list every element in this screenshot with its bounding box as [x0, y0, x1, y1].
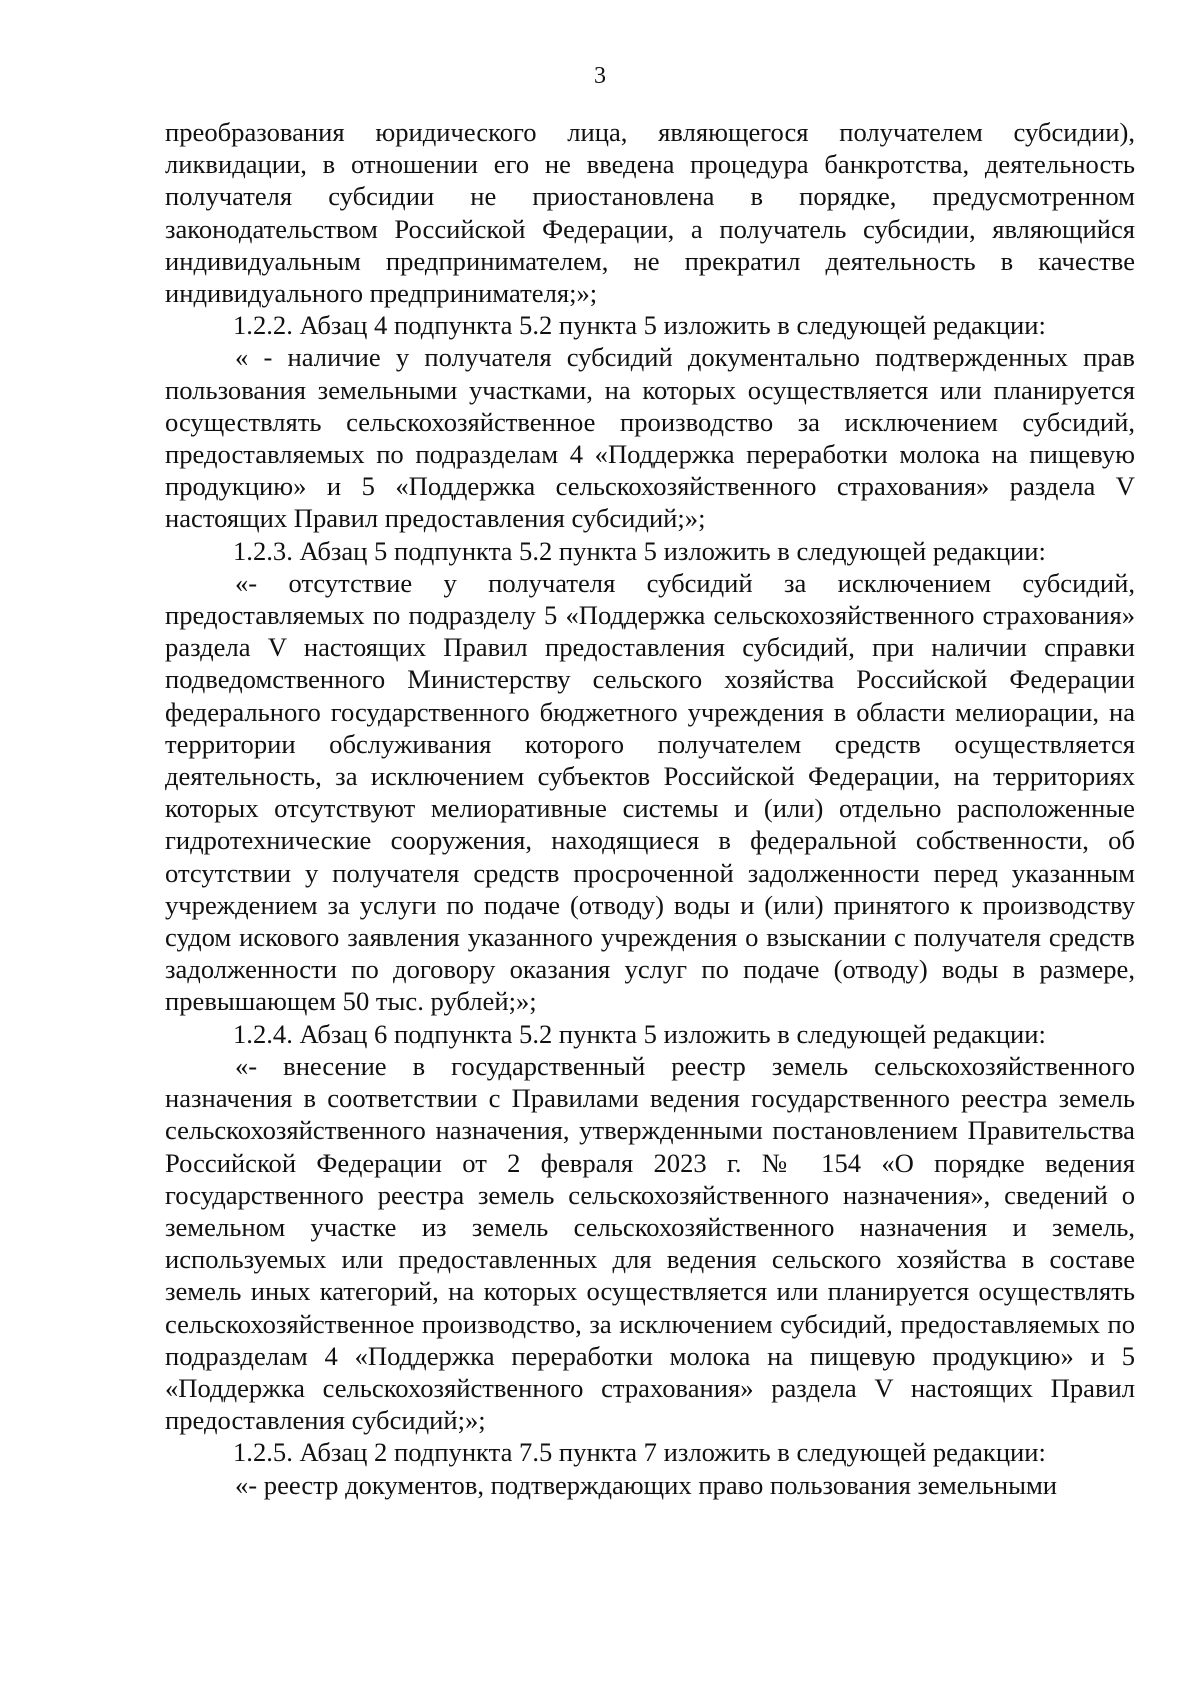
paragraph-item-1-2-5: 1.2.5. Абзац 2 подпункта 7.5 пункта 7 изложить в следующей редакции:	[233, 1437, 1046, 1468]
document-body	[165, 116, 1135, 1501]
paragraph-quote-truncated: «- реестр документов, подтверждающих право пользования земельными	[235, 1469, 1058, 1500]
paragraph-quote: « - наличие у получателя субсидий документально подтвержденных прав пользования земельными участками, на которых осуществляется или планируется осуществлять сельскохозяйственное производство за исключением субсидий, предоставляемых по подразделам 4 «Поддержка переработки молока на пищевую продукцию» и 5 «Поддержка сельскохозяйственного страхования» раздела V настоящих Правил предоставления субсидий;»;	[165, 342, 1135, 534]
paragraph-item-1-2-2: 1.2.2. Абзац 4 подпункта 5.2 пункта 5 изложить в следующей редакции:	[233, 310, 1046, 341]
paragraph-continuation: преобразования юридического лица, являющегося получателем субсидии), ликвидации, в отношении его не введена процедура банкротства, деятельность получателя субсидии не приостановлена в порядке, предусмотренном законодательством Российской Федерации, а получатель субсидии, являющийся индивидуальным предпринимателем, не прекратил деятельность в качестве индивидуального предпринимателя;»;	[165, 117, 1135, 309]
paragraph-quote: «- внесение в государственный реестр земель сельскохозяйственного назначения в соответствии с Правилами ведения государственного реестра земель сельскохозяйственного назначения, утвержденными постановлением Правительства Российской Федерации от 2 февраля 2023 г. № 154 «О порядке ведения государственного реестра земель сельскохозяйственного назначения», сведений о земельном участке из земель сельскохозяйственного назначения и земель, используемых или предоставленных для ведения сельского хозяйства в составе земель иных категорий, на которых осуществляется или планируется осуществлять сельскохозяйственное производство, за исключением субсидий, предоставляемых по подразделам 4 «Поддержка переработки молока на пищевую продукцию» и 5 «Поддержка сельскохозяйственного страхования» раздела V настоящих Правил предоставления субсидий;»;	[165, 1050, 1135, 1436]
page-number: 3	[594, 63, 606, 89]
paragraph-quote: «- отсутствие у получателя субсидий за исключением субсидий, предоставляемых по подразделу 5 «Поддержка сельскохозяйственного страхования» раздела V настоящих Правил предоставления субсидий, при наличии справки подведомственного Министерству сельского хозяйства Российской Федерации федерального государственного бюджетного учреждения в области мелиорации, на территории обслуживания которого получателем средств осуществляется деятельность, за исключением субъектов Российской Федерации, на территориях которых отсутствуют мелиоративные системы и (или) отдельно расположенные гидротехнические сооружения, находящиеся в федеральной собственности, об отсутствии у получателя средств просроченной задолженности перед указанным учреждением за услуги по подаче (отводу) воды и (или) принятого к производству судом искового заявления указанного учреждения о взыскании с получателя средств задолженности по договору оказания услуг по подаче (отводу) воды в размере, превышающем 50 тыс. рублей;»;	[165, 567, 1135, 1017]
paragraph-item-1-2-3: 1.2.3. Абзац 5 подпункта 5.2 пункта 5 изложить в следующей редакции:	[233, 535, 1046, 566]
paragraph-item-1-2-4: 1.2.4. Абзац 6 подпункта 5.2 пункта 5 изложить в следующей редакции:	[233, 1018, 1046, 1049]
